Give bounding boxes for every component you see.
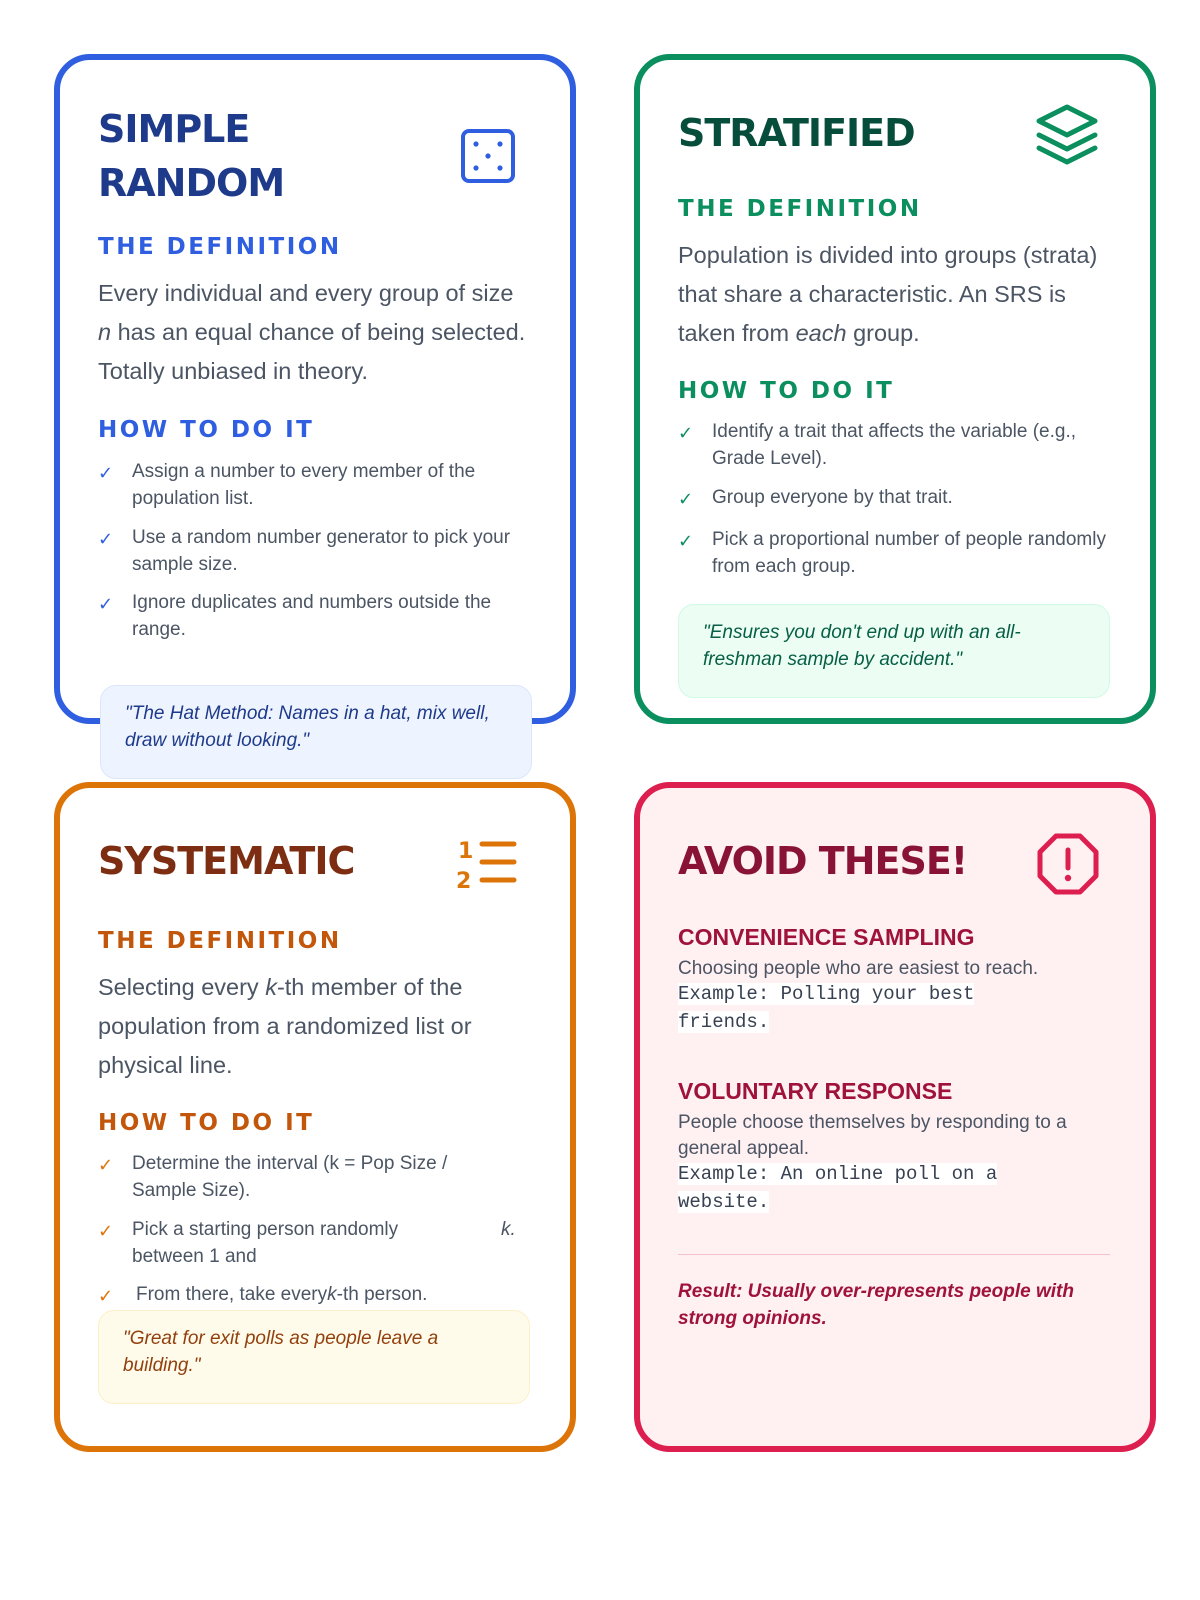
pitfall-example: Example: An online poll on a website. <box>678 1163 998 1213</box>
avoid-these-card <box>634 782 1156 1452</box>
pitfall-example: Example: Polling your best friends. <box>678 983 975 1033</box>
definition-heading: THE DEFINITION <box>98 234 342 260</box>
pitfall-description: Choosing people who are easiest to reach. <box>678 958 1039 979</box>
how-to-heading: HOW TO DO IT <box>98 417 315 443</box>
check-icon: ✓ <box>98 463 114 483</box>
stratified-card: STRATIFIED THE DEFINITION Population is divided into groups (strata) that share a characteristic. An SRS is taken from each group. HOW TO DO IT ✓ Identify a trait that affects the variable (e.g., Grade Level). ✓ Group everyone by that trait. ✓ Pick a proportional number of people randomly from each group. "Ensures you don't end up with an all-freshman sample by accident." <box>634 54 1156 724</box>
check-icon: ✓ <box>98 529 114 549</box>
check-icon: ✓ <box>98 594 114 614</box>
definition-text: Population is divided into groups (strata) that share a characteristic. An SRS is taken from each group. <box>678 242 1098 346</box>
tip-quote: "Ensures you don't end up with an all-freshman sample by accident." <box>678 604 1110 698</box>
check-icon: ✓ <box>98 1155 114 1175</box>
card-title: STRATIFIED <box>678 111 915 155</box>
svg-text:1: 1 <box>458 839 474 864</box>
definition-text: Every individual and every group of size n has an equal chance of being selected. Totally unbiased in theory. <box>98 280 526 384</box>
pitfall-title: CONVENIENCE SAMPLING <box>678 924 975 950</box>
check-icon: ✓ <box>678 489 694 509</box>
k-variable: k. <box>501 1219 516 1240</box>
layers-icon <box>1034 102 1100 168</box>
check-icon: ✓ <box>98 1286 114 1306</box>
card-title: SYSTEMATIC <box>98 839 355 883</box>
simple-random-card: SIMPLE RANDOM THE DEFINITION Every individual and every group of size n has an equal chance of being selected. Totally unbiased in theory. HOW TO DO IT ✓ Assign a number to every member of the population list. ✓ Use a random number generator to pick your sample size. ✓ Ignore duplicates and numbers outside the range. <box>54 54 576 724</box>
how-to-heading: HOW TO DO IT <box>98 1110 315 1136</box>
result-text: Result: Usually over-represents people with strong opinions. <box>678 1281 1074 1329</box>
how-to-heading: HOW TO DO IT <box>678 378 895 404</box>
tip-quote: "Great for exit polls as people leave a building." <box>98 1310 530 1404</box>
check-icon: ✓ <box>678 531 694 551</box>
tip-quote: "The Hat Method: Names in a hat, mix well, draw without looking." <box>100 685 532 779</box>
definition-heading: THE DEFINITION <box>678 196 922 222</box>
alert-octagon-icon <box>1036 832 1100 896</box>
numbered-list-icon <box>456 836 518 892</box>
systematic-card: SYSTEMATIC 1 2 THE DEFINITION Selecting every k-th member of the population from a randomized list or physical line. HOW TO DO IT ✓ Determine the interval (k = Pop Size / Sample Size). ✓ Pick a starting person randomly between 1 and k. ✓ From there, take everyk-th person. "Great for exit polls as people leave a building." <box>54 782 576 1452</box>
definition-heading: THE DEFINITION <box>98 928 342 954</box>
divider <box>678 1254 1110 1255</box>
card-title: SIMPLE RANDOM <box>98 107 285 205</box>
check-icon: ✓ <box>98 1221 114 1241</box>
pitfall-description: People choose themselves by responding to a general appeal. <box>678 1112 1067 1159</box>
check-icon: ✓ <box>678 423 694 443</box>
dice-icon <box>460 128 516 184</box>
definition-text: Selecting every k-th member of the population from a randomized list or physical line. <box>98 974 472 1078</box>
pitfall-title: VOLUNTARY RESPONSE <box>678 1078 953 1104</box>
svg-text:2: 2 <box>456 869 472 892</box>
card-title: AVOID THESE! <box>678 839 968 883</box>
